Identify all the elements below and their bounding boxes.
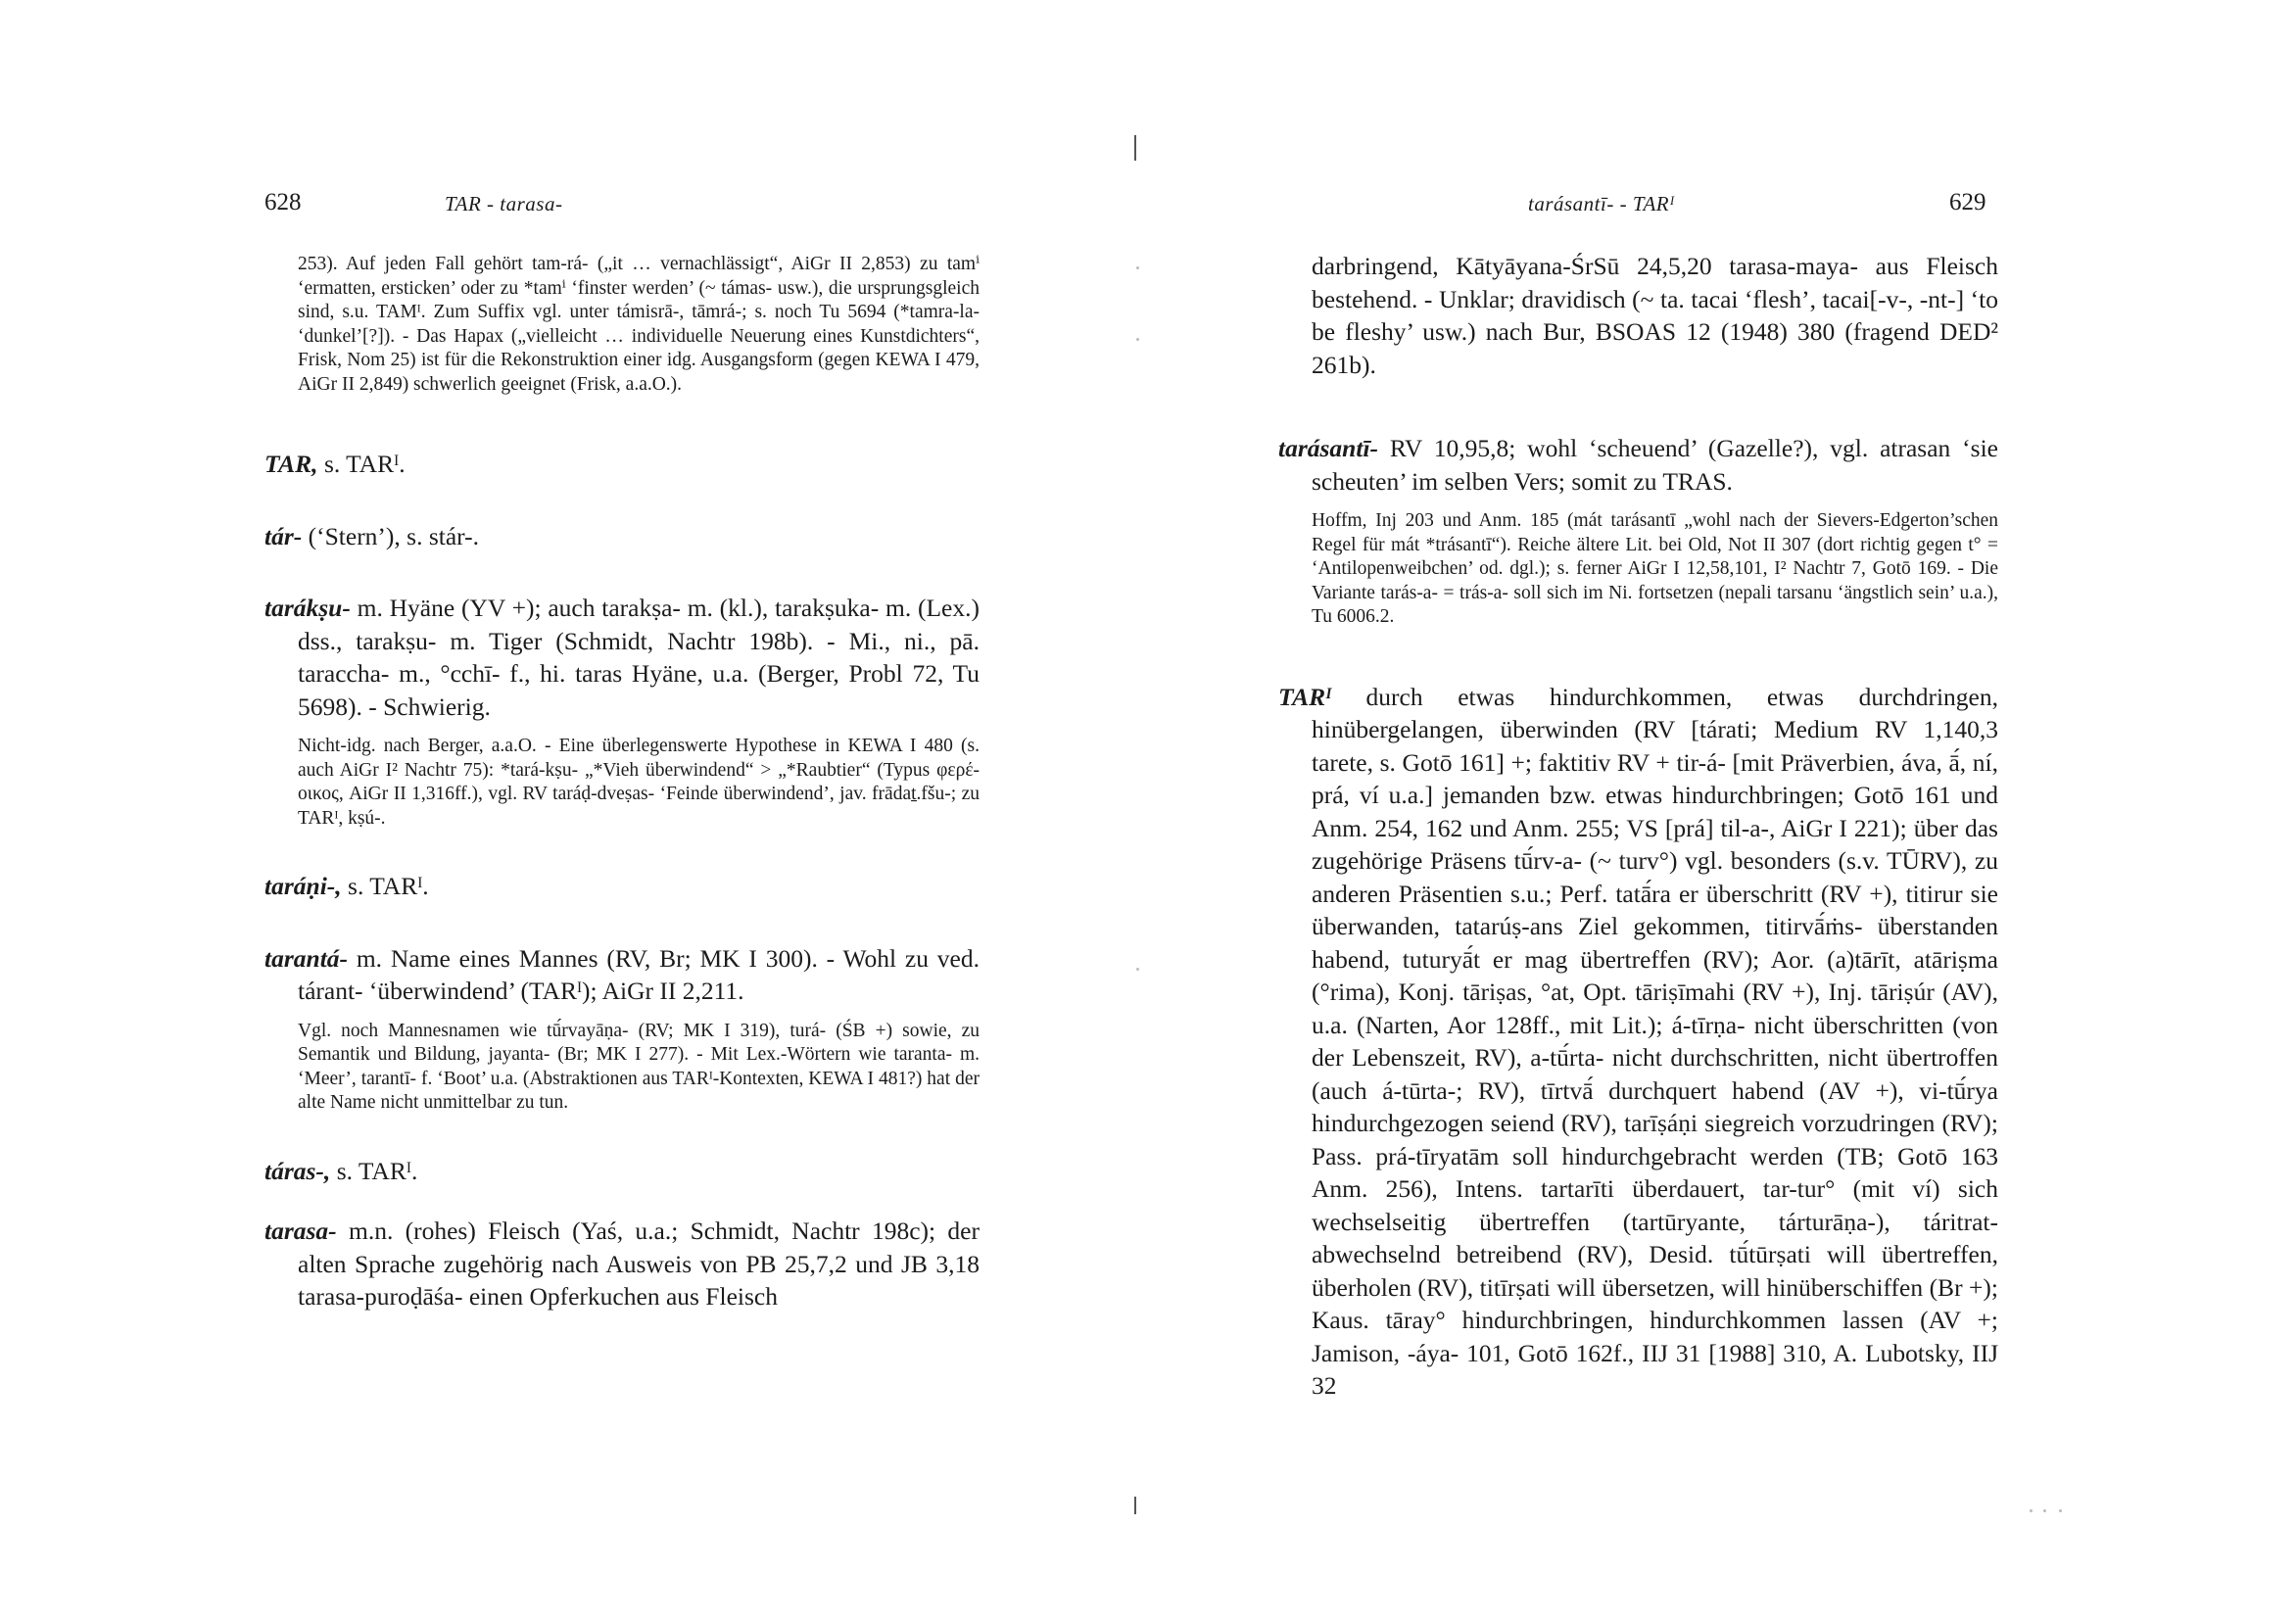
scan-speck [1136,338,1139,341]
entry-tarasanti [1278,432,1998,498]
entry-text: m. Name eines Mannes (RV, Br; MK I 300). - Wohl zu ved. tárant- ‘überwindend’ (TARᴵ); AiGr II 2,211. [298,943,980,1005]
entry-text: m. Hyäne (YV +); auch tarakṣa- m. (kl.), tarakṣuka- m. (Lex.) dss., tarakṣu- m. Tiger (Schmidt, Nachtr 198b). - Mi., ni., pā. taraccha- m., °cchī- f., hi. taras Hyäne, u.a. (Berger, Probl 72, Tu 5698). - Schwierig. [298,594,980,721]
entry-tar-1 [1278,681,1998,1403]
entry-taranta [264,942,980,1008]
right-page-body [1278,250,1998,1403]
left-page-number: 628 [264,189,302,215]
note-taraksu: Nicht-idg. nach Berger, a.a.O. - Eine überlegenswerte Hypothese in KEWA I 480 (s. auch AiGr I² Nachtr 75): *tará-kṣu- „*Vieh überwindend“ > „*Raubtier“ (Typus φερέ-οικος, AiGr II 1,316ff.), vgl. RV taráḍ-dveṣas- ‘Feinde überwindend’, jav. frādaṯ.fšu-; zu TARᴵ, kṣú-. [298,736,980,829]
note-taranta: Vgl. noch Mannesnamen wie tū́rvayāṇa- (RV; MK I 319), turá- (ŚB +) sowie, zu Semantik und Bildung, jayanta- (Br; MK I 277). - Mit Lex.-Wörtern wie taranta- m. ‘Meer’, tarantī- f. ‘Boot’ u.a. (Abstraktionen aus TARᴵ-Kontexten, KEWA I 481?) hat der alte Name nicht unmittelbar zu tun. [298,1020,980,1113]
entry-tar-stern [264,520,980,553]
entry-text: s. TARᴵ. [317,450,406,478]
lemma: TAR, [264,450,318,478]
continuation-note: 253). Auf jeden Fall gehört tam-rá- („it … vernachlässigt“, AiGr II 2,853) zu tamⁱ ‘ermatten, ersticken’ oder zu *tamⁱ ‘finster werden’ (~ támas- usw.), die ursprungsgleich sind, s.u. TAMᴵ. Zum Suffix vgl. unter támisrā-, tāmrá-; s. noch Tu 5694 (*tamra-la- ‘dunkel’[?]). - Das Hapax („vielleicht … individuelle Neuerung eines Kunstdichters“, Frisk, Nom 25) ist für die Rekonstruktion einer idg. Ausgangsform (gegen KEWA I 479, AiGr II 2,849) schwerlich geeignet (Frisk, a.a.O.). [298,254,980,395]
gutter-mark-bottom [1134,1497,1136,1514]
right-page-number: 629 [1949,189,1986,215]
entry-text: s. TARᴵ. [330,1156,418,1185]
lemma: tarákṣu- [264,594,351,622]
lemma: taráṇi-, [264,872,342,900]
scan-speck [2030,1509,2033,1512]
gutter-mark-top [1134,135,1136,161]
lemma: tarantá- [264,943,349,973]
left-page-body [264,253,980,1313]
lemma: tarásantī- [1278,434,1379,462]
entry-text: RV 10,95,8; wohl ‘scheuend’ (Gazelle?), vgl. atrasan ‘sie scheuten’ im selben Vers; somit zu TRAS. [1312,434,1998,496]
scan-speck [2059,1509,2062,1512]
scan-speck [1136,266,1139,269]
entry-text: s. TARᴵ. [341,872,429,900]
lemma: táras-, [264,1156,331,1185]
lemma: tár- [264,521,303,550]
entry-tarasa-continued: darbringend, Kātyāyana-ŚrSū 24,5,20 tarasa-maya- aus Fleisch bestehend. - Unklar; dravidisch (~ ta. tacai ‘flesh’, tacai[-v-, -nt-] ‘to be fleshy’ usw.) nach Bur, BSOAS 12 (1948) 380 (fragend DED² 261b). [1312,252,1998,379]
entry-taraksu [264,592,980,723]
scan-speck [2043,1509,2046,1512]
right-running-title: tarásantī- - TARᴵ [1528,192,1676,215]
entry-text: durch etwas hindurchkommen, etwas durchdringen, hinübergelangen, überwinden (RV [tárati; Medium RV 1,140,3 tarete, s. Gotō 161] +; faktitiv RV + tir-á- [mit Präverbien, áva, ā́, ní, prá, ví u.a.] jemanden bzw. etwas hindurchbringen; Gotō 161 und Anm. 254, 162 und Anm. 255; VS [prá] til-a-, AiGr I 221); über das zugehörige Präsens tū́rv-a- (~ turv°) vgl. besonders (s.v. TŪRV), zu anderen Präsentien s.u.; Perf. tatā́ra er überschritt (RV +), titirur sie überwanden, tatarúṣ-ans Ziel gekommen, titirvā́ṁs- überstanden habend, tuturyā́t er mag übertreffen (RV); Aor. (a)tārīt, atāriṣma (°rima), Konj. tāriṣas, °at, Opt. tāriṣīmahi (RV +), Inj. tāriṣúr (AV), u.a. (Narten, Aor 128ff., mit Lit.); á-tīrṇa- nicht überschritten (von der Lebenszeit, RV), a-tū́rta- nicht durchschritten, nicht übertroffen (auch á-tūrta-; RV), tīrtvā́ durchquert habend (AV +), vi-tū́rya hindurchgezogen seiend (RV), tarīṣáṇi siegreich vorzudringen (RV); Pass. prá-tīryatām soll hindurchgebracht werden (TB; Gotō 163 Anm. 256), Intens. tartarīti überdauert, tar-tur° (mit ví) sich wechselseitig übertreffen (tartūryante, tárturāṇa-), táritrat- abwechselnd betreibend (RV), Desid. tū́tūrṣati will übertreffen, überholen (RV), titīrṣati will übersetzen, will hinüberschiffen (Br +); Kaus. tāray° hindurchbringen, hindurchkommen lassen (AV +; Jamison, -áya- 101, Gotō 162f., IIJ 31 [1988] 310, A. Lubotsky, IIJ 32 [1312,682,1998,1400]
left-running-title: TAR - tarasa- [445,192,563,215]
entry-text: m.n. (rohes) Fleisch (Yaś, u.a.; Schmidt, Nachtr 198c); der alten Sprache zugehörig nach Ausweis von PB 25,7,2 und JB 3,18 tarasa-puroḍāśa- einen Opferkuchen aus Fleisch [298,1216,980,1311]
lemma: tarasa- [264,1216,337,1245]
entry-tarasa [264,1215,980,1313]
lemma: TARᴵ [1278,682,1331,711]
note-tarasanti: Hoffm, Inj 203 und Anm. 185 (mát tarásantī „wohl nach der Sievers-Edgerton’schen Regel für mát *trásantī“). Reiche ältere Lit. bei Old, Not II 307 (dort richtig gegen t° = ‘Antilopenweibchen’ od. dgl.); s. ferner AiGr I 12,58,101, I² Nachtr 7, Gotō 169. - Die Variante tarás-a- = trás-a- soll sich im Ni. fortsetzen (nepali tarsanu ‘ängstlich sein’ u.a.), Tu 6006.2. [1312,510,1998,627]
entry-taras [264,1155,980,1188]
entry-text: (‘Stern’), s. stár-. [302,521,480,550]
entry-tar [264,448,980,481]
entry-tarani [264,870,980,903]
scan-speck [1136,968,1139,971]
